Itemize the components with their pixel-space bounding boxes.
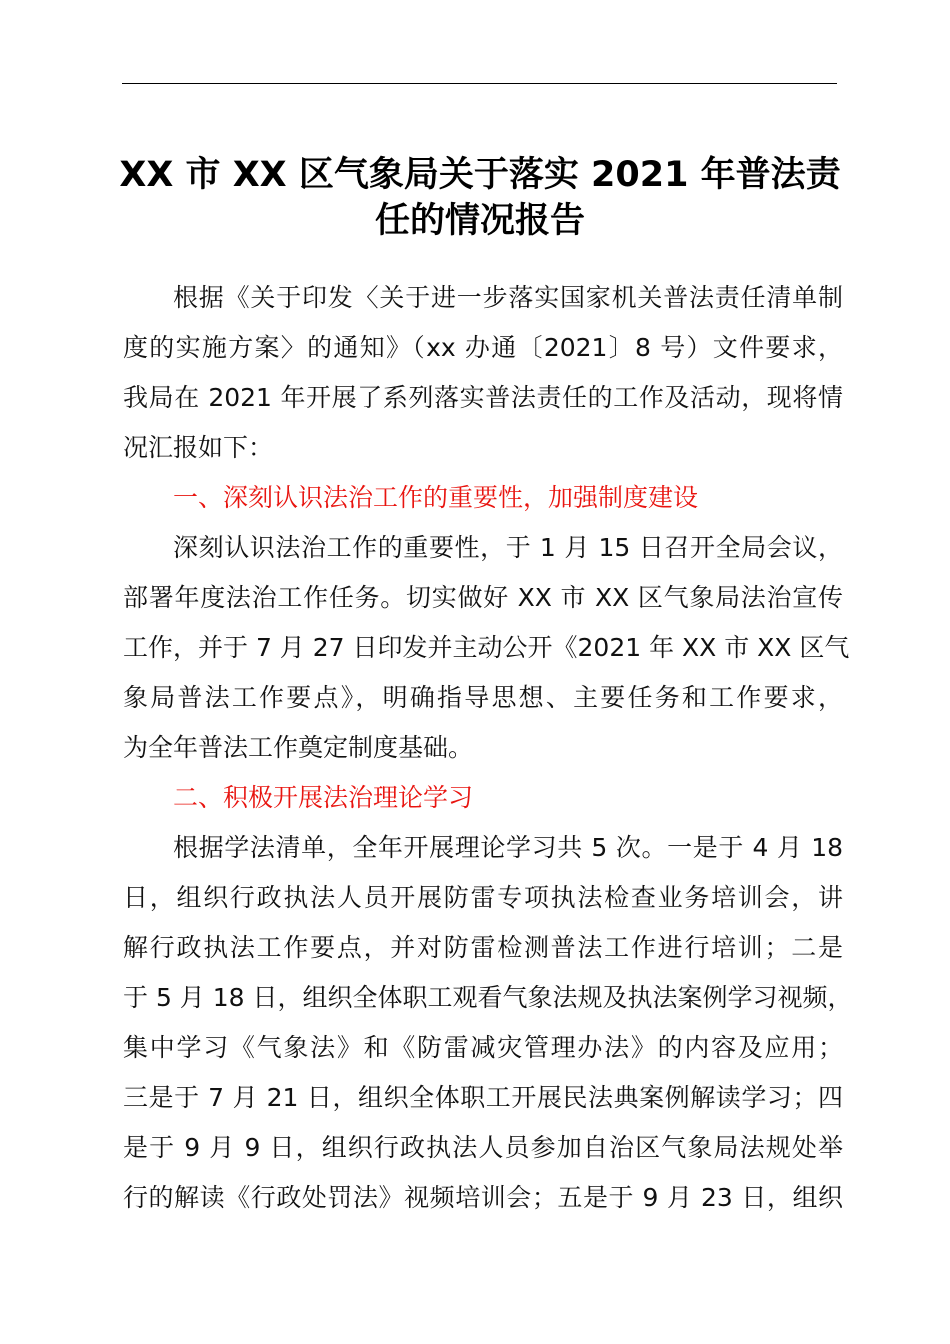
section-heading: 二、积极开展法治理论学习 — [173, 783, 474, 812]
section-heading: 一、深刻认识法治工作的重要性，加强制度建设 — [173, 483, 699, 512]
text-line: 根据学法清单，全年开展理论学习共 5 次。一是于 4 月 18 — [173, 833, 843, 862]
title-line: 任的情况报告 — [374, 201, 585, 241]
text-line: 三是于 7 月 21 日，组织全体职工开展民法典案例解读学习；四 — [123, 1083, 843, 1112]
text-line: 深刻认识法治工作的重要性，于 1 月 15 日召开全局会议， — [173, 533, 843, 562]
text-line: 集中学习《气象法》和《防雷减灾管理办法》的内容及应用； — [123, 1033, 843, 1062]
section-1-paragraph — [123, 523, 850, 773]
text-line: 况汇报如下： — [123, 433, 274, 462]
document-body — [123, 273, 853, 1223]
section-heading-1 — [123, 473, 843, 523]
text-line: 行的解读《行政处罚法》视频培训会；五是于 9 月 23 日，组织 — [123, 1183, 843, 1212]
text-line: 根据《关于印发〈关于进一步落实国家机关普法责任清单制 — [173, 283, 843, 312]
text-line: 解行政执法工作要点，并对防雷检测普法工作进行培训；二是 — [123, 933, 843, 962]
header-rule — [122, 83, 837, 84]
section-2-paragraph — [123, 823, 853, 1223]
document-title — [100, 152, 860, 244]
text-line: 度的实施方案〉的通知》（xx 办通〔2021〕8 号）文件要求， — [123, 333, 843, 362]
text-line: 为全年普法工作奠定制度基础。 — [123, 733, 474, 762]
section-heading-2 — [123, 773, 843, 823]
text-line: 部署年度法治工作任务。切实做好 XX 市 XX 区气象局法治宣传 — [123, 583, 843, 612]
text-line: 象局普法工作要点》，明确指导思想、主要任务和工作要求， — [123, 683, 843, 712]
text-line: 于 5 月 18 日，组织全体职工观看气象法规及执法案例学习视频， — [123, 983, 853, 1012]
text-line: 工作，并于 7 月 27 日印发并主动公开《2021 年 XX 市 XX 区气 — [123, 633, 850, 662]
text-line: 日，组织行政执法人员开展防雷专项执法检查业务培训会，讲 — [123, 883, 843, 912]
intro-paragraph — [123, 273, 843, 473]
text-line: 我局在 2021 年开展了系列落实普法责任的工作及活动，现将情 — [123, 383, 843, 412]
text-line: 是于 9 月 9 日，组织行政执法人员参加自治区气象局法规处举 — [123, 1133, 843, 1162]
title-line: XX 市 XX 区气象局关于落实 2021 年普法责 — [119, 155, 841, 195]
